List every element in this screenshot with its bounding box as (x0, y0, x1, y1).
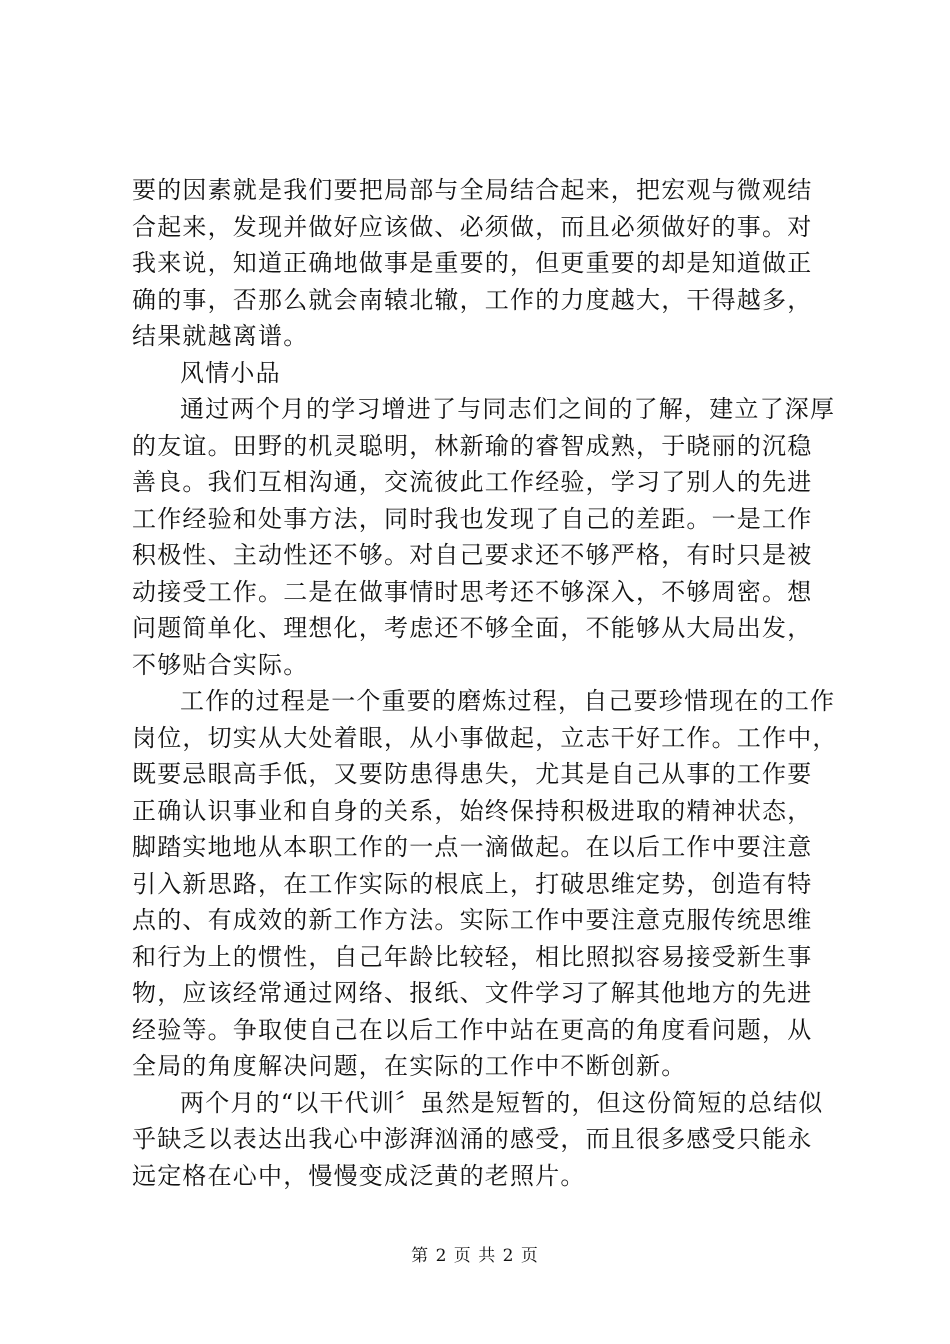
text-line: 风情小品 (180, 358, 281, 387)
text-line: 物，应该经常通过网络、报纸、文件学习了解其他地方的先进 (132, 979, 813, 1007)
text-line: 工作的过程是一个重要的磨炼过程，自己要珍惜现在的工作 (180, 687, 836, 715)
text-line: 善良。我们互相沟通，交流彼此工作经验，学习了别人的先进 (132, 468, 813, 496)
text-line: 合起来，发现并做好应该做、必须做，而且必须做好的事。对 (132, 212, 813, 241)
text-line: 正确认识事业和自身的关系，始终保持积极进取的精神状态， (132, 796, 813, 825)
text-line: 积极性、主动性还不够。对自己要求还不够严格，有时只是被 (132, 541, 813, 569)
text-line: 脚踏实地地从本职工作的一点一滴做起。在以后工作中要注意 (132, 833, 813, 861)
text-line: 的友谊。田野的机灵聪明，林新瑜的睿智成熟，于晓丽的沉稳 (132, 431, 813, 460)
text-line: 经验等。争取使自己在以后工作中站在更高的角度看问题，从 (132, 1015, 813, 1044)
text-line: 通过两个月的学习增进了与同志们之间的了解，建立了深厚 (180, 395, 836, 423)
text-line: 两个月的“以干代训〞虽然是短暂的，但这份简短的总结似 (180, 1088, 824, 1117)
text-line: 点的、有成效的新工作方法。实际工作中要注意克服传统思维 (132, 906, 813, 934)
text-line: 要的因素就是我们要把局部与全局结合起来，把宏观与微观结 (132, 176, 813, 204)
text-line: 远定格在心中，慢慢变成泛黄的老照片。 (132, 1161, 586, 1190)
page-footer: 第 2 页 共 2 页 (411, 1246, 539, 1266)
text-line: 乎缺乏以表达出我心中澎湃汹涌的感受，而且很多感受只能永 (132, 1125, 813, 1153)
text-line: 问题简单化、理想化，考虑还不够全面，不能够从大局出发， (132, 614, 813, 642)
text-line: 引入新思路，在工作实际的根底上，打破思维定势，创造有特 (132, 869, 813, 898)
text-line: 和行为上的惯性，自己年龄比较轻，相比照拟容易接受新生事 (132, 942, 813, 971)
text-line: 结果就越离谱。 (132, 322, 309, 350)
text-line: 全局的角度解决问题，在实际的工作中不断创新。 (132, 1052, 687, 1080)
text-line: 工作经验和处事方法，同时我也发现了自己的差距。一是工作 (132, 504, 813, 533)
text-line: 岗位，切实从大处着眼，从小事做起，立志干好工作。工作中， (132, 723, 838, 752)
text-line: 不够贴合实际。 (132, 650, 309, 679)
text-line: 我来说，知道正确地做事是重要的，但更重要的却是知道做正 (132, 249, 813, 277)
text-line: 既要忌眼高手低，又要防患得患失，尤其是自己从事的工作要 (132, 760, 813, 788)
document-body (132, 172, 838, 1194)
text-line: 动接受工作。二是在做事情时思考还不够深入，不够周密。想 (132, 577, 813, 606)
text-line: 确的事，否那么就会南辕北辙，工作的力度越大，干得越多， (132, 285, 813, 314)
